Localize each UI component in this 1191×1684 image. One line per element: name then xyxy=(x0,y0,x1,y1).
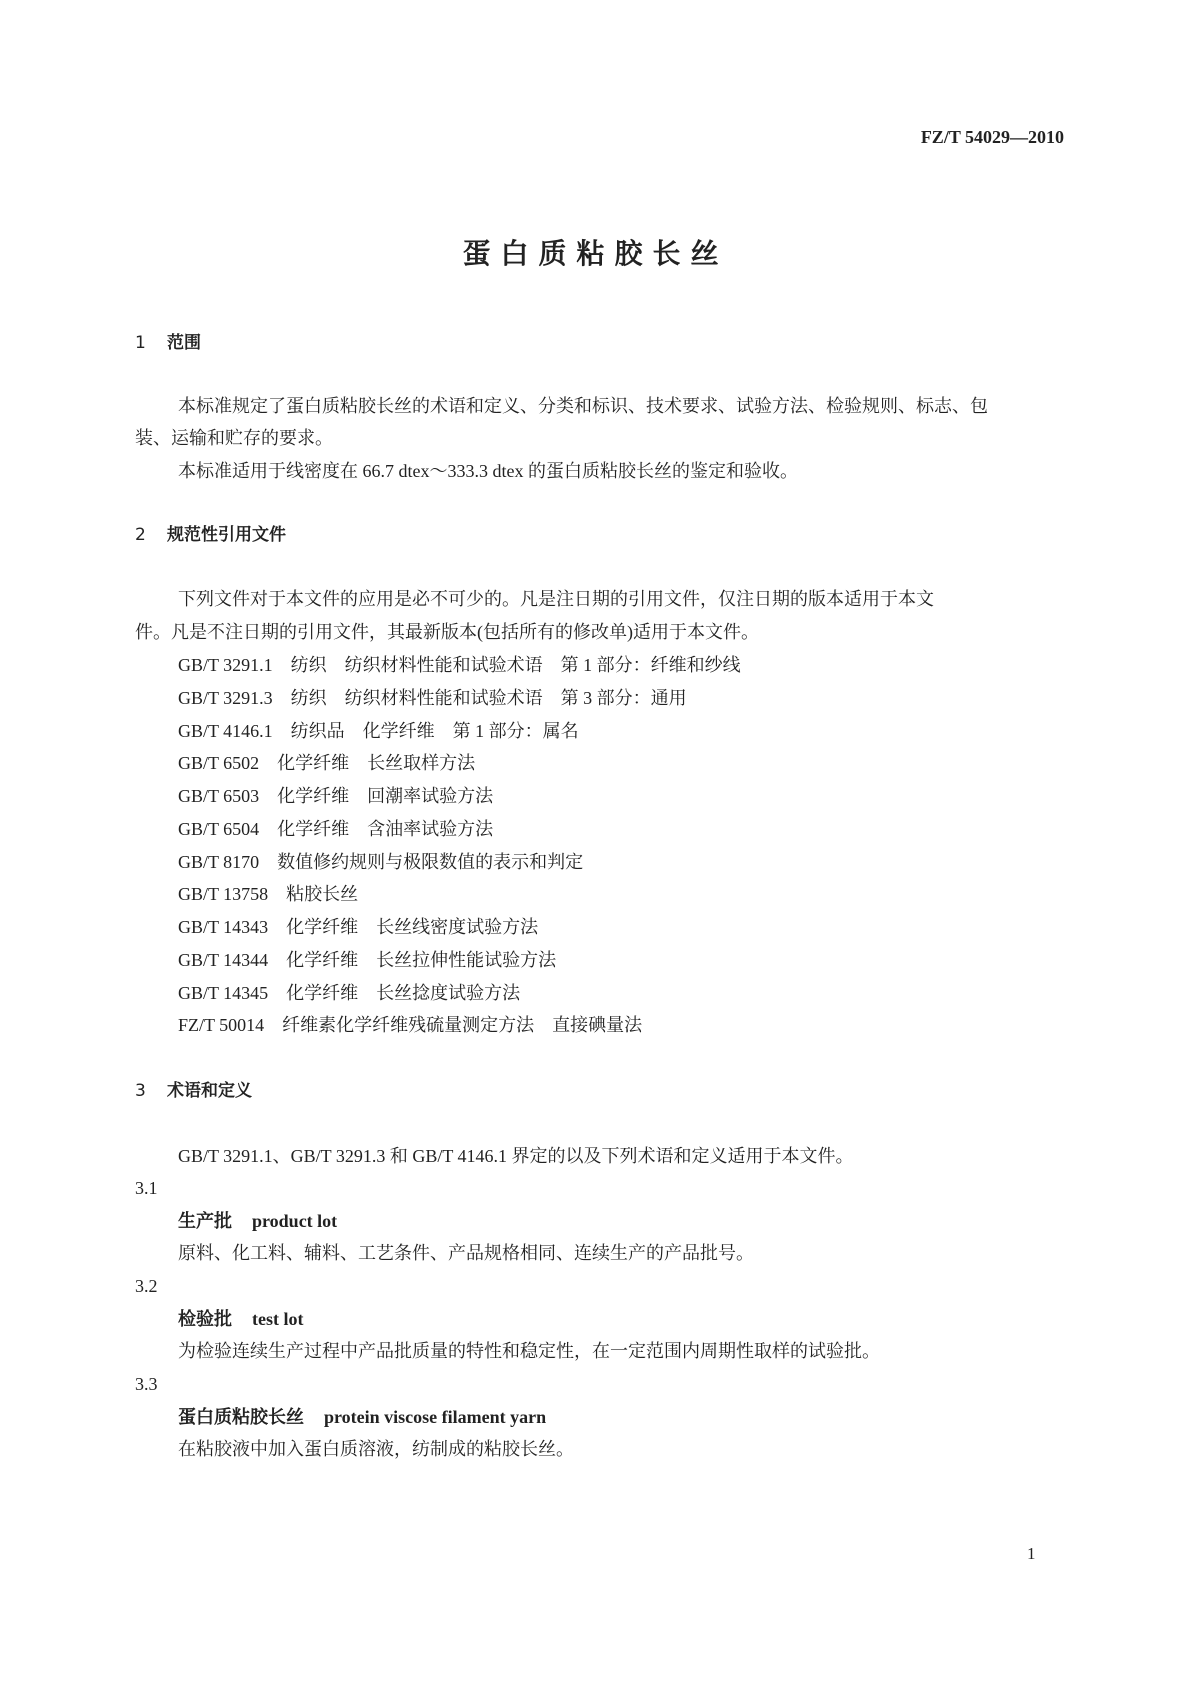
paragraph: 本标准规定了蛋白质粘胶长丝的术语和定义、分类和标识、技术要求、试验方法、检验规则、标志、包 xyxy=(178,396,988,416)
term-zh: 生产批 xyxy=(178,1211,232,1231)
term-heading xyxy=(178,1308,303,1330)
term-number: 3.1 xyxy=(135,1178,158,1198)
reference-item: GB/T 14343 化学纤维 长丝线密度试验方法 xyxy=(178,917,539,937)
paragraph: 装、运输和贮存的要求。 xyxy=(135,428,333,448)
document-title: 蛋白质粘胶长丝 xyxy=(462,237,729,270)
reference-item: GB/T 6502 化学纤维 长丝取样方法 xyxy=(178,753,476,774)
paragraph: GB/T 3291.1、GB/T 3291.3 和 GB/T 4146.1 界定的以及下列术语和定义适用于本文件。 xyxy=(178,1146,854,1166)
section-heading-scope xyxy=(135,332,201,354)
term-en: product lot xyxy=(252,1211,338,1231)
section-title: 范围 xyxy=(167,333,201,353)
section-number: 2 xyxy=(135,525,146,545)
document-number: FZ/T 54029—2010 xyxy=(920,127,1064,147)
reference-item: GB/T 8170 数值修约规则与极限数值的表示和判定 xyxy=(178,851,584,872)
term-definition: 原料、化工料、辅料、工艺条件、产品规格相同、连续生产的产品批号。 xyxy=(178,1243,754,1263)
reference-item: GB/T 3291.3 纺织 纺织材料性能和试验术语 第 3 部分：通用 xyxy=(178,687,687,708)
paragraph: 本标准适用于线密度在 66.7 dtex～333.3 dtex 的蛋白质粘胶长丝的鉴定和验收。 xyxy=(178,461,798,481)
term-heading xyxy=(178,1210,337,1232)
reference-item: GB/T 6503 化学纤维 回潮率试验方法 xyxy=(178,786,494,806)
section-title: 术语和定义 xyxy=(167,1081,252,1101)
term-number: 3.2 xyxy=(135,1276,158,1296)
reference-item: GB/T 14344 化学纤维 长丝拉伸性能试验方法 xyxy=(178,949,557,970)
term-definition: 在粘胶液中加入蛋白质溶液，纺制成的粘胶长丝。 xyxy=(178,1439,574,1459)
term-en: protein viscose filament yarn xyxy=(324,1407,547,1427)
paragraph: 件。凡是不注日期的引用文件，其最新版本(包括所有的修改单)适用于本文件。 xyxy=(135,622,759,642)
term-definition: 为检验连续生产过程中产品批质量的特性和稳定性，在一定范围内周期性取样的试验批。 xyxy=(178,1341,880,1361)
term-heading xyxy=(178,1406,546,1428)
reference-item: GB/T 13758 粘胶长丝 xyxy=(178,884,359,905)
page-number: 1 xyxy=(1027,1544,1036,1563)
section-number: 1 xyxy=(135,333,146,353)
term-zh: 蛋白质粘胶长丝 xyxy=(178,1407,304,1427)
reference-item: GB/T 4146.1 纺织品 化学纤维 第 1 部分：属名 xyxy=(178,720,579,741)
term-en: test lot xyxy=(252,1309,304,1329)
reference-item: GB/T 3291.1 纺织 纺织材料性能和试验术语 第 1 部分：纤维和纱线 xyxy=(178,655,741,675)
section-title: 规范性引用文件 xyxy=(167,525,286,545)
reference-item: GB/T 14345 化学纤维 长丝捻度试验方法 xyxy=(178,982,521,1003)
paragraph: 下列文件对于本文件的应用是必不可少的。凡是注日期的引用文件，仅注日期的版本适用于本文 xyxy=(178,589,934,609)
reference-item: FZ/T 50014 纤维素化学纤维残硫量测定方法 直接碘量法 xyxy=(178,1015,643,1036)
section-heading-normative-references xyxy=(135,524,286,546)
section-heading-terms xyxy=(135,1080,252,1102)
term-zh: 检验批 xyxy=(178,1309,232,1329)
reference-item: GB/T 6504 化学纤维 含油率试验方法 xyxy=(178,818,494,839)
section-number: 3 xyxy=(135,1081,146,1101)
term-number: 3.3 xyxy=(135,1374,158,1394)
